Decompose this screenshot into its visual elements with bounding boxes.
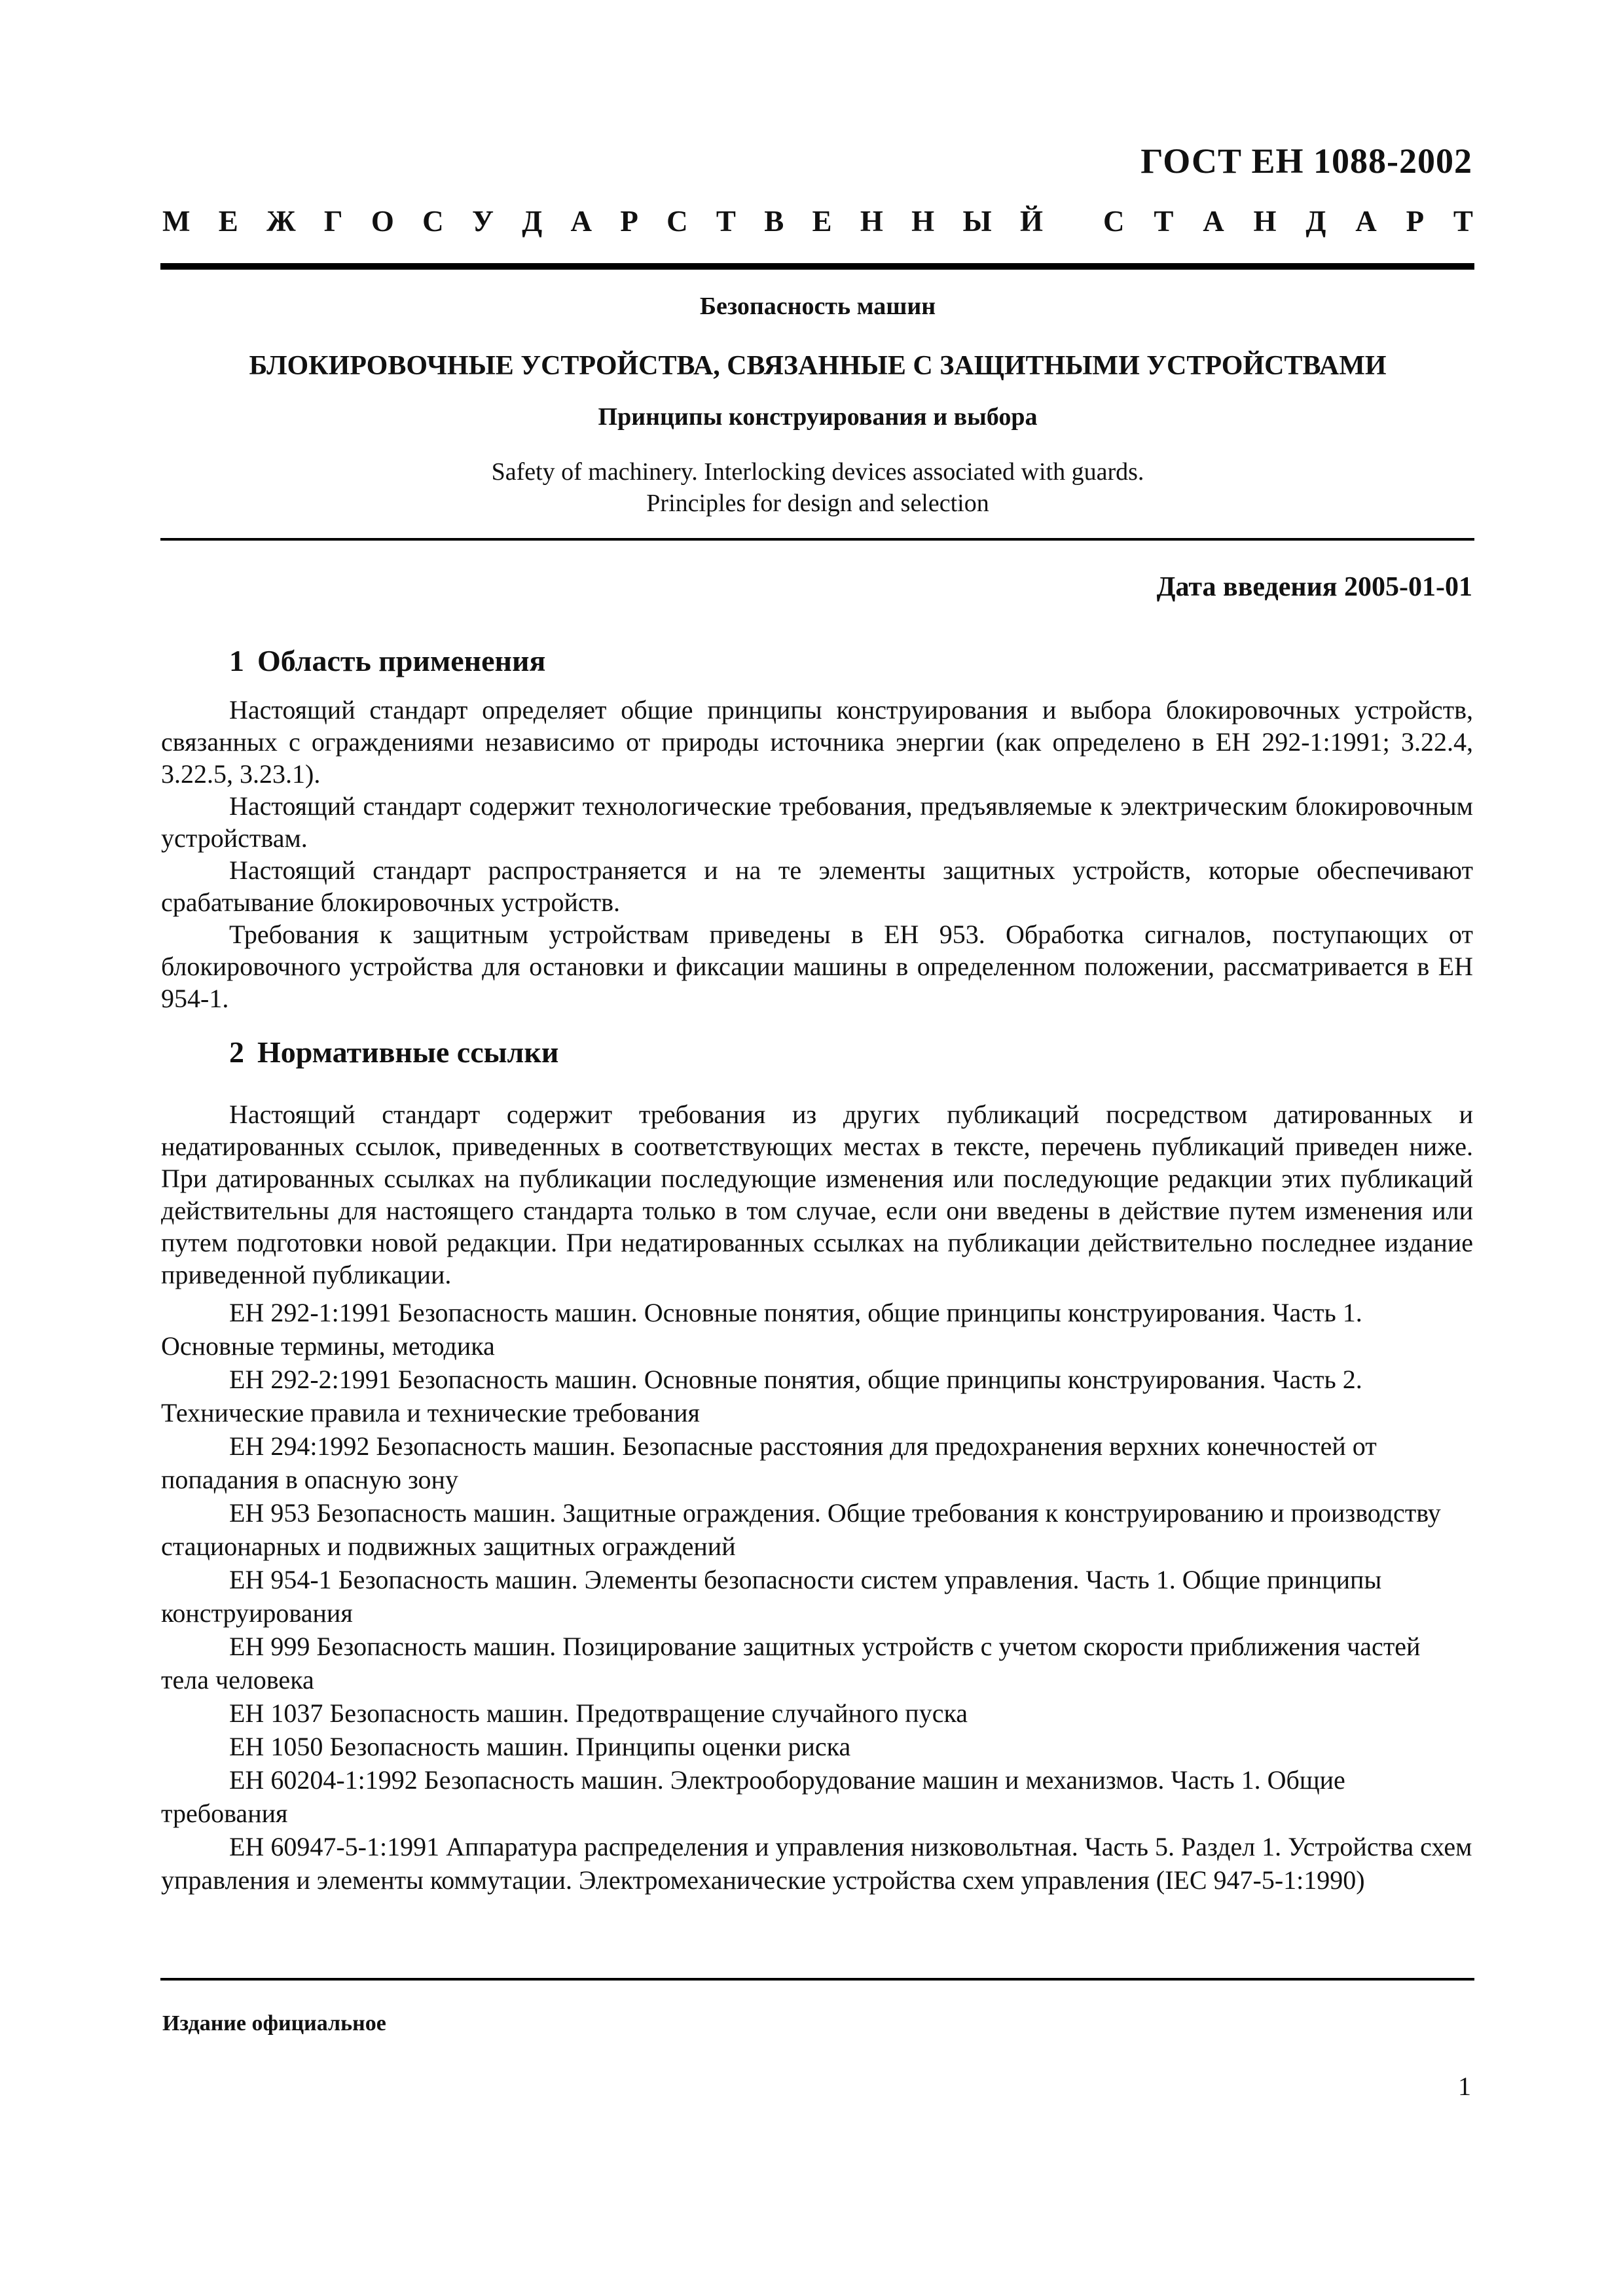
reference-item: ЕН 1050 Безопасность машин. Принципы оценки риска	[229, 1732, 851, 1761]
title-english	[162, 456, 1473, 519]
title-main: БЛОКИРОВОЧНЫЕ УСТРОЙСТВА, СВЯЗАННЫЕ С ЗАЩИТНЫМИ УСТРОЙСТВАМИ	[249, 351, 1387, 381]
reference-item: ЕН 954-1 Безопасность машин. Элементы безопасности систем управления. Часть 1. Общие принципы конструирования	[161, 1565, 1382, 1628]
reference-list	[161, 1296, 1473, 1897]
title-english-line-2: Principles for design and selection	[646, 490, 989, 517]
banner-word-standard: С Т А Н Д А Р Т	[1103, 205, 1473, 238]
reference-item: ЕН 292-2:1991 Безопасность машин. Основные понятия, общие принципы конструирования. Часть 2. Технические правила и технические требования	[161, 1365, 1362, 1427]
paragraph: Требования к защитным устройствам приведены в ЕН 953. Обработка сигналов, поступающих от блокировочного устройства для остановки и фиксации машины в определенном положении, рассматривается в ЕН 954-1.	[161, 920, 1473, 1013]
section-1-heading	[229, 643, 545, 678]
introduction-date: Дата введения 2005-01-01	[1156, 572, 1472, 602]
edition-label: Издание официальное	[162, 2011, 386, 2036]
paragraph: Настоящий стандарт определяет общие принципы конструирования и выбора блокировочных устройств, связанных с ограждениями независимо от природы источника энергии (как определено в ЕН 292-1:1991; 3.22.4, 3.22.5, 3.23.1).	[161, 695, 1473, 789]
reference-item: ЕН 999 Безопасность машин. Позицирование защитных устройств с учетом скорости приближения частей тела человека	[161, 1632, 1421, 1695]
section-2-intro	[161, 1098, 1473, 1291]
footer-rule	[160, 1978, 1474, 1981]
paragraph: Настоящий стандарт содержит технологические требования, предъявляемые к электрическим блокировочным устройствам.	[161, 791, 1473, 853]
header-rule	[160, 263, 1474, 270]
title-subtitle: Принципы конструирования и выбора	[598, 403, 1038, 431]
reference-item: ЕН 294:1992 Безопасность машин. Безопасные расстояния для предохранения верхних конечностей от попадания в опасную зону	[161, 1431, 1377, 1494]
section-2-number: 2	[229, 1035, 244, 1069]
section-2-title: Нормативные ссылки	[257, 1035, 559, 1069]
section-1-title: Область применения	[257, 644, 546, 677]
paragraph: Настоящий стандарт распространяется и на те элементы защитных устройств, которые обеспечивают срабатывание блокировочных устройств.	[161, 855, 1473, 917]
reference-item: ЕН 953 Безопасность машин. Защитные ограждения. Общие требования к конструированию и производству стационарных и подвижных защитных ограждений	[161, 1498, 1441, 1561]
paragraph: Настоящий стандарт содержит требования из других публикаций посредством датированных и недатированных ссылок, приведенных в соответствующих местах в тексте, перечень публикаций приведен ниже. При датированных ссылках на публикации последующие изменения или последующие редакции этих публикаций действительны для настоящего стандарта только в том случае, если они введены в действие путем изменения или путем подготовки новой редакции. При недатированных ссылках на публикации действительно последнее издание приведенной публикации.	[161, 1100, 1473, 1289]
reference-item: ЕН 1037 Безопасность машин. Предотвращение случайного пуска	[229, 1698, 968, 1728]
page-number: 1	[1458, 2072, 1471, 2101]
title-group: Безопасность машин	[699, 293, 936, 320]
banner-word-interstate: М Е Ж Г О С У Д А Р С Т В Е Н Н Ы Й	[162, 205, 1043, 238]
reference-item: ЕН 292-1:1991 Безопасность машин. Основные понятия, общие принципы конструирования. Часть 1. Основные термины, методика	[161, 1298, 1362, 1361]
reference-item: ЕН 60204-1:1992 Безопасность машин. Электрооборудование машин и механизмов. Часть 1. Общие требования	[161, 1765, 1345, 1828]
section-2-heading	[229, 1035, 558, 1069]
reference-item: ЕН 60947-5-1:1991 Аппаратура распределения и управления низковольтная. Часть 5. Раздел 1. Устройства схем управления и элементы коммутации. Электромеханические устройства схем управления (IEC 947-5-1:1990)	[161, 1832, 1472, 1895]
section-1-number: 1	[229, 644, 244, 677]
title-english-line-1: Safety of machinery. Interlocking devices associated with guards.	[491, 458, 1144, 486]
standard-code: ГОСТ ЕН 1088-2002	[1140, 141, 1472, 181]
section-1-body	[161, 694, 1473, 1014]
standard-type-banner	[162, 204, 1473, 238]
title-rule	[160, 538, 1474, 541]
